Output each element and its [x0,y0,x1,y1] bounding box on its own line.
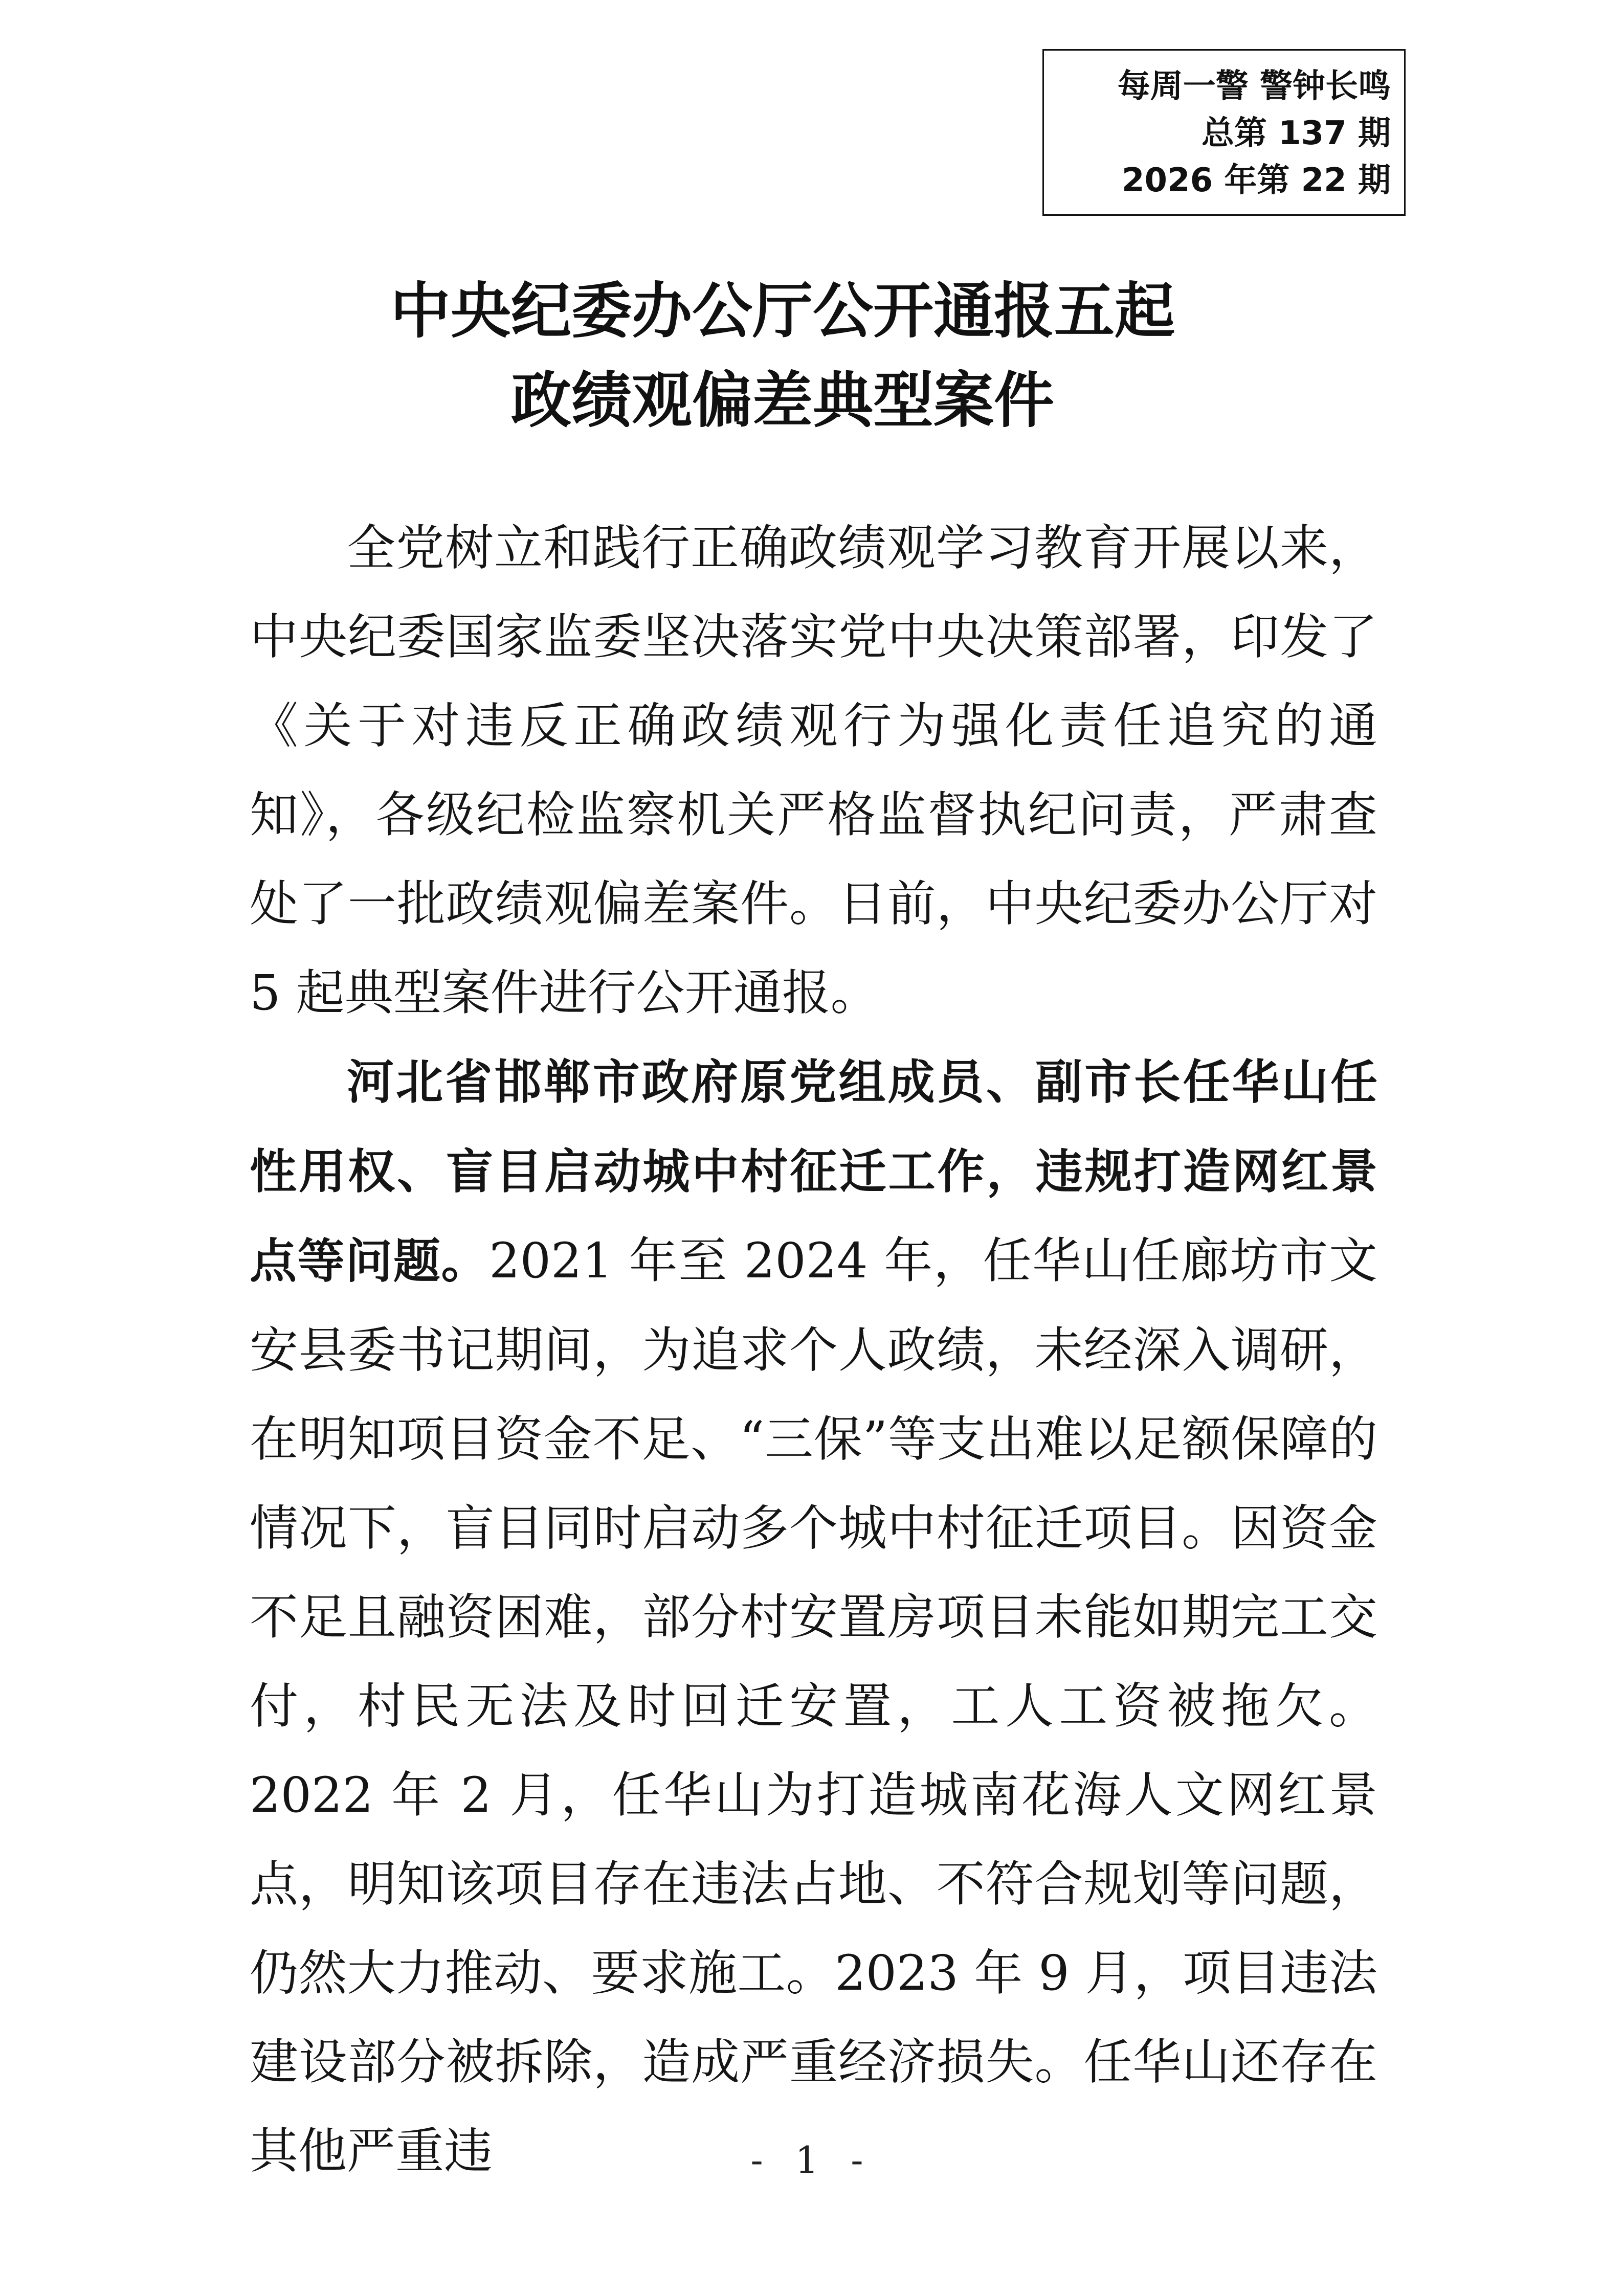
paragraph-case-1 [250,1038,1377,2196]
header-year-issue: 2026 年第 22 期 [1121,162,1391,199]
document-title [246,266,1320,445]
title-line-2: 政绩观偏差典型案件 [510,365,1054,436]
case-1-heading: 河北省邯郸市政府原党组成员、副市长任华山任性用权、盲目启动城中村征迁工作，违规打造网红景点等问题。 [250,1055,1377,1289]
document-body [250,504,1377,2196]
title-line-1: 中央纪委办公厅公开通报五起 [390,275,1175,346]
case-1-text: 2021 年至 2024 年，任华山任廊坊市文安县委书记期间，为追求个人政绩，未经深入调研，在明知项目资金不足、“三保”等支出难以足额保障的情况下，盲目同时启动多个城中村征迁项目。因资金不足且融资困难，部分村安置房项目未能如期完工交付，村民无法及时回迁安置，工人工资被拖欠。2022 年 2 月，任华山为打造城南花海人文网红景点，明知该项目存在违法占地、不符合规划等问题，仍然大力推动、要求施工。2023 年 9 月，项目违法建设部分被拆除，造成严重经济损失。任华山还存在其他严重违 [250,1233,1377,2179]
header-slogan: 每周一警 警钟长鸣 [1117,67,1391,105]
issue-header-box [1042,49,1406,216]
paragraph-intro: 全党树立和践行正确政绩观学习教育开展以来，中央纪委国家监委坚决落实党中央决策部署，印发了《关于对违反正确政绩观行为强化责任追究的通知》，各级纪检监察机关严格监督执纪问责，严肃查处了一批政绩观偏差案件。日前，中央纪委办公厅对 5 起典型案件进行公开通报。 [250,520,1377,1021]
page-number: - 1 - [750,2139,874,2181]
header-total-issue: 总第 137 期 [1201,115,1391,152]
